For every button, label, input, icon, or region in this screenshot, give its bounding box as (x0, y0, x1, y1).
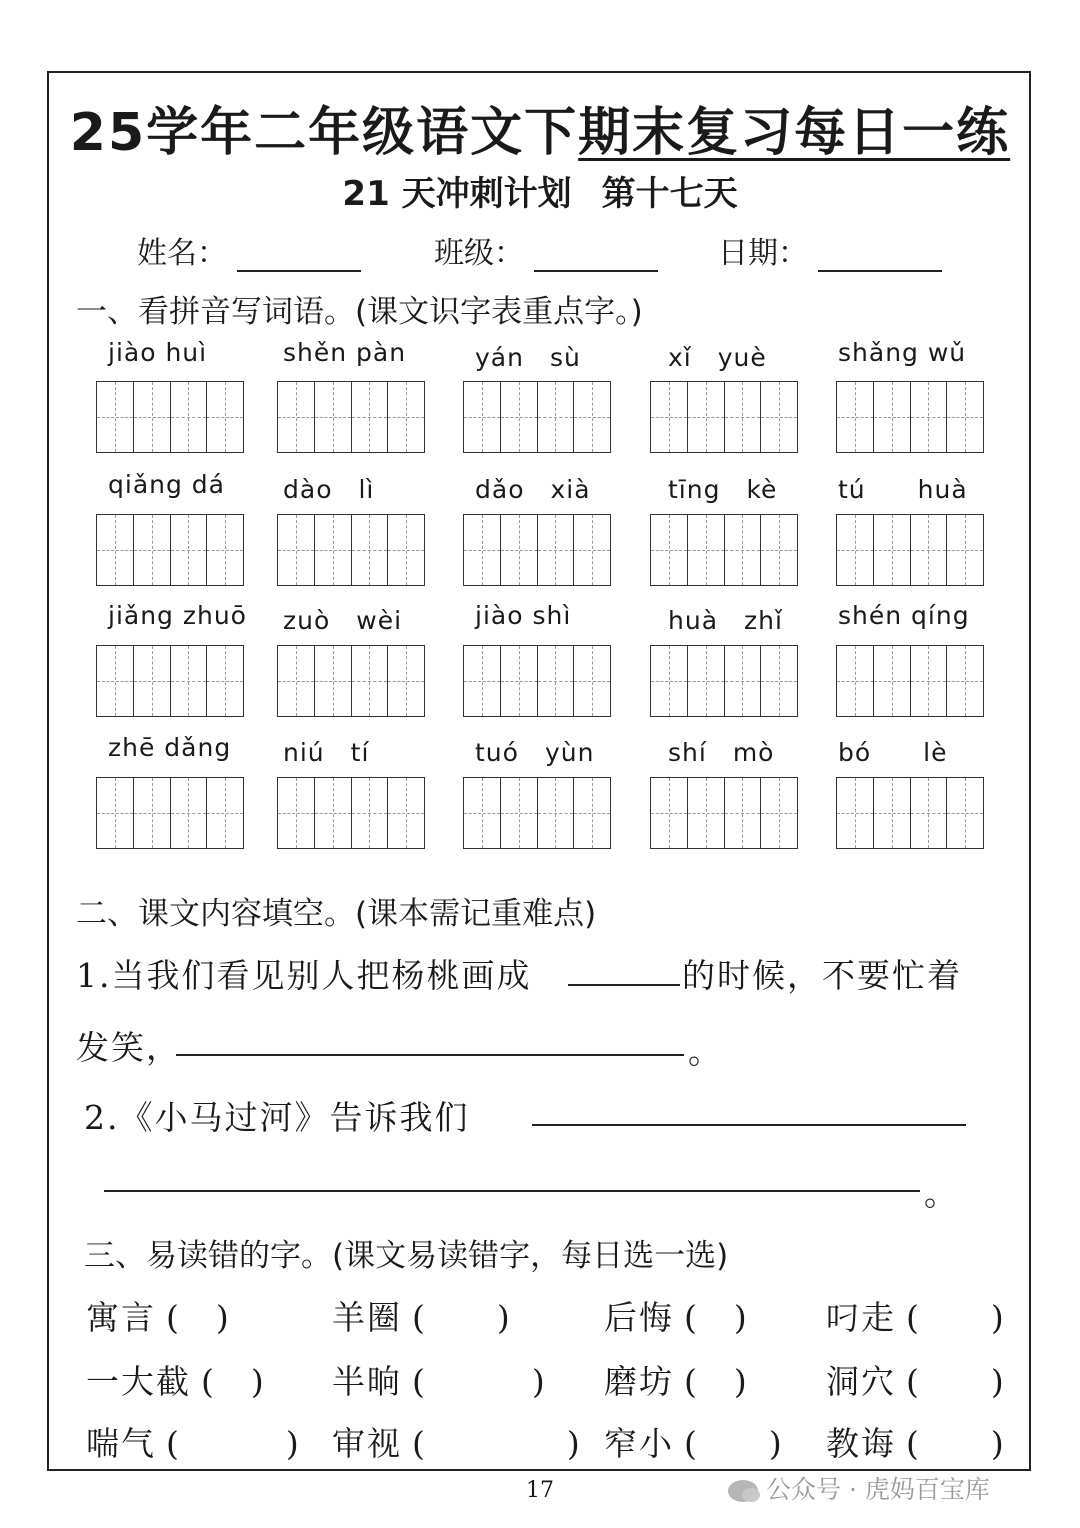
tianzige-cell[interactable] (388, 646, 424, 716)
tianzige-cell[interactable] (688, 646, 725, 716)
wechat-icon (728, 1480, 758, 1502)
answer-parentheses[interactable]: ( ) (684, 1298, 749, 1337)
tianzige-cell[interactable] (688, 515, 725, 585)
tianzige-cell[interactable] (388, 515, 424, 585)
pinyin-label: tuó yùn (475, 738, 595, 767)
page-title (0, 90, 1080, 165)
subtitle-day: 第十七天 (601, 174, 738, 214)
tianzige-cell[interactable] (761, 382, 797, 452)
tianzige-cell[interactable] (97, 646, 134, 716)
tianzige-cell[interactable] (761, 646, 797, 716)
tianzige-cell[interactable] (874, 778, 911, 848)
writing-grid[interactable] (836, 777, 984, 849)
word-text: 喘气 (86, 1424, 156, 1463)
q1-text-start: 1.当我们看见别人把杨桃画成 (76, 956, 532, 995)
writing-grid[interactable] (650, 514, 798, 586)
date-field[interactable] (718, 228, 942, 272)
writing-grid[interactable] (277, 645, 425, 717)
tianzige-cell[interactable] (725, 646, 762, 716)
tianzige-cell[interactable] (538, 382, 575, 452)
pinyin-label: shǎng wǔ (838, 338, 967, 367)
answer-parentheses[interactable]: ( ) (906, 1362, 1006, 1401)
tianzige-cell[interactable] (911, 778, 948, 848)
q2-blank-2[interactable] (104, 1160, 920, 1192)
writing-grid[interactable] (836, 381, 984, 453)
tianzige-cell[interactable] (464, 382, 501, 452)
tianzige-cell[interactable] (501, 646, 538, 716)
tianzige-cell[interactable] (837, 778, 874, 848)
tianzige-cell[interactable] (501, 778, 538, 848)
tianzige-cell[interactable] (207, 778, 243, 848)
name-label: 姓名： (137, 236, 227, 271)
answer-parentheses[interactable]: ( ) (166, 1298, 231, 1337)
tianzige-cell[interactable] (134, 778, 171, 848)
answer-parentheses[interactable]: ( ) (684, 1362, 749, 1401)
pinyin-label: tú huà (838, 475, 968, 504)
section2-heading: 二、课文内容填空。(课本需记重难点) (76, 896, 597, 932)
tianzige-cell[interactable] (352, 778, 389, 848)
tianzige-cell[interactable] (911, 515, 948, 585)
section1-heading: 一、看拼音写词语。(课文识字表重点字。) (76, 294, 643, 330)
pinyin-label: dào lì (283, 475, 375, 504)
tianzige-cell[interactable] (874, 515, 911, 585)
q1-text-continue: 发笑， (76, 1028, 181, 1067)
tianzige-cell[interactable] (501, 515, 538, 585)
tianzige-cell[interactable] (278, 382, 315, 452)
writing-grid[interactable] (96, 514, 244, 586)
tianzige-cell[interactable] (837, 515, 874, 585)
tianzige-cell[interactable] (134, 646, 171, 716)
word-text: 窄小 (604, 1424, 674, 1463)
word-text: 磨坊 (604, 1362, 674, 1401)
tianzige-cell[interactable] (97, 382, 134, 452)
writing-grid[interactable] (650, 381, 798, 453)
q2-text: 2.《小马过河》告诉我们 (84, 1098, 470, 1137)
misread-word-item (86, 1292, 231, 1339)
name-blank[interactable] (237, 244, 361, 272)
tianzige-cell[interactable] (352, 382, 389, 452)
tianzige-cell[interactable] (911, 646, 948, 716)
misread-word-item (332, 1418, 582, 1465)
pinyin-label: huà zhǐ (668, 606, 783, 635)
answer-parentheses[interactable]: ( ) (201, 1362, 266, 1401)
title-part1: 25学年二年级语文下 (69, 103, 579, 163)
pinyin-label: zhē dǎng (108, 733, 232, 762)
tianzige-cell[interactable] (651, 382, 688, 452)
q1-blank-1[interactable] (568, 952, 680, 986)
q1-blank-2[interactable] (176, 1024, 684, 1056)
page-number: 17 (526, 1478, 554, 1503)
writing-grid[interactable] (96, 777, 244, 849)
writing-grid[interactable] (650, 777, 798, 849)
misread-word-item (826, 1292, 1006, 1339)
pinyin-label: qiǎng dá (108, 470, 225, 499)
word-text: 后悔 (604, 1298, 674, 1337)
pinyin-label: jiào shì (475, 601, 572, 630)
tianzige-cell[interactable] (171, 778, 208, 848)
tianzige-cell[interactable] (574, 778, 610, 848)
class-field[interactable] (434, 228, 658, 272)
title-part2: 期末复习每日一练 (578, 103, 1011, 163)
tianzige-cell[interactable] (464, 515, 501, 585)
pinyin-label: bó lè (838, 738, 948, 767)
date-label: 日期： (718, 236, 808, 271)
section3-heading: 三、易读错的字。(课文易读错字，每日选一选) (84, 1238, 729, 1274)
tianzige-cell[interactable] (352, 646, 389, 716)
name-field[interactable] (137, 228, 361, 272)
tianzige-cell[interactable] (874, 646, 911, 716)
tianzige-cell[interactable] (761, 778, 797, 848)
tianzige-cell[interactable] (97, 778, 134, 848)
tianzige-cell[interactable] (538, 646, 575, 716)
date-blank[interactable] (818, 244, 942, 272)
tianzige-cell[interactable] (947, 778, 983, 848)
class-blank[interactable] (534, 244, 658, 272)
tianzige-cell[interactable] (388, 778, 424, 848)
word-text: 审视 (332, 1424, 402, 1463)
misread-word-item (86, 1356, 266, 1403)
word-text: 寓言 (86, 1298, 156, 1337)
tianzige-cell[interactable] (464, 778, 501, 848)
writing-grid[interactable] (96, 645, 244, 717)
pinyin-label: jiǎng zhuō (108, 601, 247, 630)
tianzige-cell[interactable] (651, 515, 688, 585)
tianzige-cell[interactable] (574, 515, 610, 585)
pinyin-label: xǐ yuè (668, 343, 767, 372)
tianzige-cell[interactable] (278, 515, 315, 585)
misread-word-item (826, 1418, 1006, 1465)
word-text: 叼走 (826, 1298, 896, 1337)
q2-end-mark: 。 (924, 1174, 959, 1213)
writing-grid[interactable] (463, 645, 611, 717)
tianzige-cell[interactable] (315, 382, 352, 452)
writing-grid[interactable] (836, 645, 984, 717)
misread-word-item (332, 1356, 547, 1403)
misread-word-item (332, 1292, 512, 1339)
q2-blank-1[interactable] (532, 1094, 966, 1126)
tianzige-cell[interactable] (171, 515, 208, 585)
tianzige-cell[interactable] (315, 778, 352, 848)
answer-parentheses[interactable]: ( ) (412, 1424, 582, 1463)
watermark (728, 1470, 990, 1506)
tianzige-cell[interactable] (725, 515, 762, 585)
pinyin-label: yán sù (475, 343, 581, 372)
writing-grid[interactable] (96, 381, 244, 453)
tianzige-cell[interactable] (388, 382, 424, 452)
tianzige-cell[interactable] (207, 515, 243, 585)
q1-end-mark: 。 (688, 1032, 723, 1071)
pinyin-label: shén qíng (838, 601, 970, 630)
tianzige-cell[interactable] (97, 515, 134, 585)
tianzige-cell[interactable] (725, 778, 762, 848)
tianzige-cell[interactable] (651, 646, 688, 716)
subtitle-plan: 21 天冲刺计划 (342, 174, 572, 214)
tianzige-cell[interactable] (134, 515, 171, 585)
misread-word-item (826, 1356, 1006, 1403)
tianzige-cell[interactable] (315, 515, 352, 585)
tianzige-cell[interactable] (134, 382, 171, 452)
writing-grid[interactable] (836, 514, 984, 586)
tianzige-cell[interactable] (207, 646, 243, 716)
tianzige-cell[interactable] (837, 646, 874, 716)
tianzige-cell[interactable] (171, 646, 208, 716)
tianzige-cell[interactable] (538, 778, 575, 848)
writing-grid[interactable] (463, 514, 611, 586)
tianzige-cell[interactable] (501, 382, 538, 452)
word-text: 一大截 (86, 1362, 191, 1401)
tianzige-cell[interactable] (947, 515, 983, 585)
pinyin-label: shí mò (668, 738, 775, 767)
misread-word-item (86, 1418, 301, 1465)
misread-word-item (604, 1292, 749, 1339)
tianzige-cell[interactable] (911, 382, 948, 452)
pinyin-label: niú tí (283, 738, 370, 767)
pinyin-label: dǎo xià (475, 475, 591, 504)
writing-grid[interactable] (277, 777, 425, 849)
answer-parentheses[interactable]: ( ) (684, 1424, 784, 1463)
tianzige-cell[interactable] (651, 778, 688, 848)
answer-parentheses[interactable]: ( ) (906, 1424, 1006, 1463)
tianzige-cell[interactable] (171, 382, 208, 452)
answer-parentheses[interactable]: ( ) (412, 1362, 547, 1401)
watermark-text: 公众号 · 虎妈百宝库 (766, 1475, 990, 1504)
writing-grid[interactable] (277, 381, 425, 453)
word-text: 洞穴 (826, 1362, 896, 1401)
tianzige-cell[interactable] (761, 515, 797, 585)
tianzige-cell[interactable] (538, 515, 575, 585)
word-text: 羊圈 (332, 1298, 402, 1337)
tianzige-cell[interactable] (464, 646, 501, 716)
word-text: 教诲 (826, 1424, 896, 1463)
writing-grid[interactable] (650, 645, 798, 717)
q1-text-middle: 的时候，不要忙着 (682, 956, 962, 995)
writing-grid[interactable] (277, 514, 425, 586)
tianzige-cell[interactable] (574, 382, 610, 452)
tianzige-cell[interactable] (278, 646, 315, 716)
tianzige-cell[interactable] (874, 382, 911, 452)
tianzige-cell[interactable] (947, 382, 983, 452)
tianzige-cell[interactable] (947, 646, 983, 716)
page-subtitle (0, 166, 1080, 215)
answer-parentheses[interactable]: ( ) (906, 1298, 1006, 1337)
pinyin-label: tīng kè (668, 475, 778, 504)
misread-word-item (604, 1356, 749, 1403)
class-label: 班级： (434, 236, 524, 271)
word-text: 半晌 (332, 1362, 402, 1401)
answer-parentheses[interactable]: ( ) (412, 1298, 512, 1337)
answer-parentheses[interactable]: ( ) (166, 1424, 301, 1463)
tianzige-cell[interactable] (688, 778, 725, 848)
writing-grid[interactable] (463, 777, 611, 849)
tianzige-cell[interactable] (207, 382, 243, 452)
pinyin-label: jiào huì (108, 338, 208, 367)
tianzige-cell[interactable] (315, 646, 352, 716)
pinyin-label: shěn pàn (283, 338, 407, 367)
writing-grid[interactable] (463, 381, 611, 453)
pinyin-label: zuò wèi (283, 606, 403, 635)
tianzige-cell[interactable] (352, 515, 389, 585)
tianzige-cell[interactable] (837, 382, 874, 452)
tianzige-cell[interactable] (688, 382, 725, 452)
tianzige-cell[interactable] (725, 382, 762, 452)
tianzige-cell[interactable] (278, 778, 315, 848)
tianzige-cell[interactable] (574, 646, 610, 716)
misread-word-item (604, 1418, 784, 1465)
